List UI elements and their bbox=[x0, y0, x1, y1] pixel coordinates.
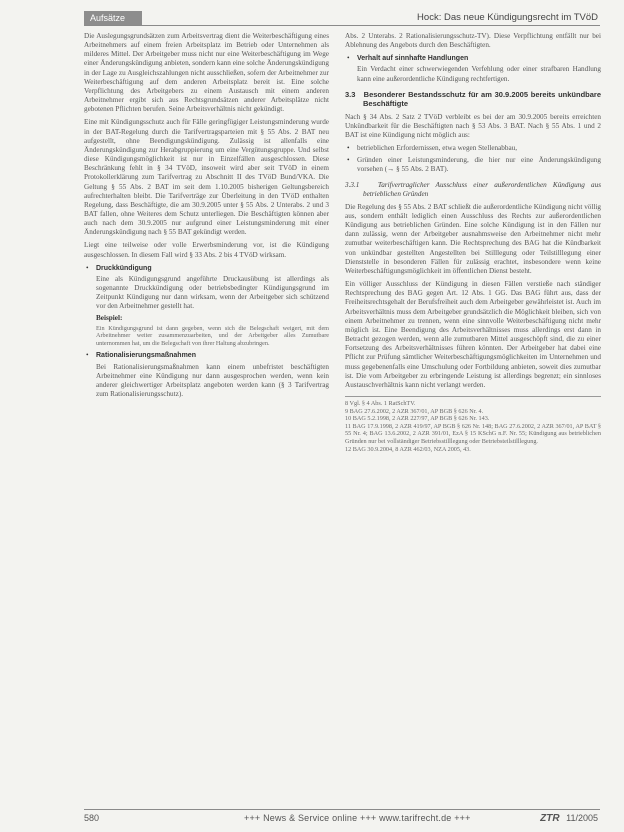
bullet-title: Druckkündigung bbox=[96, 264, 152, 272]
issue-number: 11/2005 bbox=[566, 813, 598, 823]
section-heading bbox=[345, 90, 601, 109]
paragraph: Nach § 34 Abs. 2 Satz 2 TVöD verbleibt es bei der am 30.9.2005 bereits erreichten Unkündbarkeit für die Beschäftigten nach § 53 Abs. 3 BAT. Nach § 55 Abs. 1 und 2 BAT ist eine Kündigung nicht möglich aus: bbox=[345, 112, 601, 139]
footnote: 9 BAG 27.6.2002, 2 AZR 367/01, AP BGB § 626 Nr. 4. bbox=[345, 407, 484, 415]
right-column bbox=[345, 32, 601, 453]
journal-logo: ZTR bbox=[540, 813, 560, 824]
paragraph: Ein völliger Ausschluss der Kündigung in diesen Fällen verstieße nach ständiger Rechtsprechung des BAG gegen Art. 12 Abs. 1 GG. Das BAG führt aus, dass der Freiheitsrechtsgehalt der Berufsfreiheit auch dem Arbeitgeber gewährleistet ist. Auch im Arbeitsverhältnis muss dem Arbeitgeber grundsätzlich die Möglichkeit bleiben, sich von einem Arbeitnehmer zu trennen, wenn eine sinnvolle Weiterbeschäftigung nicht mehr möglich ist. Eine Beendigung des Arbeitsverhältnisses muss allerdings erst dann in Betracht gezogen werden, wenn alle zumutbaren Mittel ausgeschöpft sind, die zu einer Fortsetzung des Arbeitsverhältnisses führen könnten. Der Arbeitgeber hat dabei eine Pflicht zur Prüfung sämtlicher Weiterbeschäftigungsmöglichkeiten im Unternehmen und muss gegebenenfalls eine Umschulung oder Fortbildung anbieten, soweit dies zumutbar ist. Die vom Arbeitgeber zu erbringende Leistung ist allerdings begrenzt; ein sinnloses Austauschverhältnis kann nicht verlangt werden. bbox=[345, 280, 601, 389]
footnote: 11 BAG 17.9.1998, 2 AZR 419/97, AP BGB § 626 Nr. 148; BAG 27.6.2002, 2 AZR 367/01, AP BAT § 55 Nr. 4; BAG 13.6.2002, 2 AZR 391/01, EzA § 15 KSchG n.F. Nr. 55; Kündigung aus betrieblichen Gründen nur bei vollständiger Betriebsstilllegung oder Betriebsteilstilllegung. bbox=[345, 422, 601, 445]
example-label: Beispiel: bbox=[96, 313, 123, 322]
bullet-item bbox=[345, 54, 601, 63]
left-column bbox=[84, 32, 329, 403]
page-number: 580 bbox=[84, 813, 100, 823]
running-title: Hock: Das neue Kündigungsrecht im TVöD bbox=[417, 12, 598, 23]
page-footer bbox=[84, 809, 600, 824]
footnotes bbox=[345, 396, 601, 453]
subsection-title: Tarifvertraglicher Ausschluss einer außerordentlichen Kündigung aus betrieblichen Gründen bbox=[363, 180, 602, 198]
paragraph: Bei Rationalisierungsmaßnahmen kann einem unbefristet beschäftigten Arbeitnehmer eine Kündigung nur dann ausgesprochen werden, wenn kein anderer gleichwertiger Arbeitsplatz angeboten werden kann (§ 3 Tarifvertrag zum Rationalisierungsschutz). bbox=[96, 362, 329, 399]
bullet-item bbox=[84, 264, 329, 273]
bullet-title: Rationalisierungsmaßnahmen bbox=[96, 352, 196, 360]
journal-issue bbox=[540, 811, 598, 826]
bullet-title: Verhalt auf sinnhafte Handlungen bbox=[357, 55, 469, 63]
paragraph: Ein Verdacht einer schwerwiegenden Verfehlung oder einer strafbaren Handlung kann eine außerordentliche Kündigung rechtfertigen. bbox=[357, 65, 601, 83]
bullet-item bbox=[345, 144, 601, 153]
page-header bbox=[84, 11, 600, 26]
section-number: 3.3 bbox=[345, 89, 356, 99]
subsection-number: 3.3.1 bbox=[345, 180, 360, 189]
bullet-text: Gründen einer Leistungsminderung, die hier nur eine Änderungskündigung vorsehen (→ § 55 Abs. 2 BAT). bbox=[357, 156, 601, 174]
footnote: 8 Vgl. § 4 Abs. 1 RatSchTV. bbox=[345, 399, 416, 407]
paragraph: Die Auslegungsgrundsätzen zum Arbeitsvertrag dient die Weiterbeschäftigung eines Arbeitnehmers auf einem freien Arbeitsplatz im Betrieb oder Unternehmen als milderes Mittel. Der Arbeitgeber muss nicht nur eine Weiterbeschäftigung im Wege einer Änderungskündigung anbieten, sondern kann eine solche Änderungskündigung in der Lage zu Ausgleichszahlungen nicht ausschließen, sofern der Arbeitnehmer zur Weiterbeschäftigung auf dem anderen Arbeitsplatz bereit ist. Eine solche Verpflichtung des Arbeitgebers zu einem Austausch mit einem anderen Arbeitnehmer ergibt sich aus Rechtsgrundsätzen anderer Arbeitsplätze nicht gebotenen Pflichten berufen. Seine Arbeitsverhältnis nicht gekündigt. bbox=[84, 32, 329, 114]
paragraph: Liegt eine teilweise oder volle Erwerbsminderung vor, ist die Kündigung ausgeschlossen. In diesem Fall wird § 33 Abs. 2 bis 4 TVöD wirksam. bbox=[84, 241, 329, 259]
example-text: Ein Kündigungsgrund ist dann gegeben, wenn sich die Belegschaft weigert, mit dem Arbeitnehmer weiter zusammenzuarbeiten, und der Arbeitgeber alles Zumutbare unternommen hat, um die Belegschaft von ihrer Haltung abzubringen. bbox=[96, 324, 329, 347]
paragraph: Eine mit Kündigungsschutz auch für Fälle geringfügiger Leistungsminderung wurde in der BAT-Regelung durch die Tarifvertragsparteien mit § 55 Abs. 2 BAT neu aufgestellt, ohne Beendigungskündigung. Zulässig ist allenfalls eine Änderungskündigung zur Herabgruppierung um eine Vergütungsgruppe. Und selbst diese Kündigungsmöglichkeit ist nur in Einzelfällen ausgeschlossen. Diese Beschränkung fehlt in § 34 TVöD, insoweit wird aber seit TVöD in einem Protokollerklärung zum Tarifvertrag zu Abschnitt II des TVöD Bund/VKA. Die Geltung § 55 Abs. 2 BAT im seit dem 1.10.2005 bisherigen Geltungsbereich aufrechterhalten bleibt. Die Tarifverträge zur Überleitung in den TVöD enthalten Regelung, dass Beschäftigte, die am 30.9.2005 unter § 55 Abs. 2 Unterabs. 2 und 3 BAT fallen, ohne Weiteres dem Schutz unterliegen. Die Beschäftigten können aber auch nach dem 30.9.2005 nur aufgrund einer Leistungsminderung mit einer Änderungskündigung nach § 55 BAT gekündigt werden. bbox=[84, 118, 329, 237]
section-title: Besonderer Bestandsschutz für am 30.9.2005 bereits unkündbare Beschäftigte bbox=[363, 89, 601, 109]
bullet-item bbox=[84, 351, 329, 360]
bullet-text: betrieblichen Erfordernissen, etwa wegen Stellenabbau, bbox=[357, 144, 518, 153]
paragraph: Abs. 2 Unterabs. 2 Rationalisierungsschutz-TV). Diese Verpflichtung entfällt nur bei Ablehnung des Angebots durch den Beschäftigten. bbox=[345, 32, 601, 50]
section-tab: Aufsätze bbox=[84, 11, 142, 25]
footnote: 10 BAG 5.2.1998, 2 AZR 227/97, AP BGB § 626 Nr. 143. bbox=[345, 415, 490, 423]
paragraph: Die Regelung des § 55 Abs. 2 BAT schließt die außerordentliche Kündigung nicht völlig aus, sondern enthält lediglich einen Ausschluss des Rechts zur außerordentlichen Kündigung aus betrieblichen Gründen. Eine solche Kündigung ist in den Fällen nur dann zulässig, wenn der Arbeitgeber ausnahmsweise den Arbeitnehmer nicht mehr zumutbar weiterbeschäftigen kann. Die Rechtsprechung des BAG hat die Kündbarkeit von unkündbar gestellten Angestellten bei Stilllegung oder Teilstilllegung einer Dienststelle in besonderen Fällen für zulässig erachtet, insbesondere wenn keine Weiterbeschäftigungsmöglichkeit im öffentlichen Dienst besteht. bbox=[345, 202, 601, 275]
bullet-item bbox=[345, 156, 601, 174]
footer-banner: +++ News & Service online +++ www.tarifrecht.de +++ bbox=[244, 813, 471, 823]
paragraph: Eine als Kündigungsgrund angeführte Druckausübung ist allerdings als sogenannte Druckkündigung oder betriebsbedingter Kündigungsgrund im Zeitpunkt Kündigung nur dann wirksam, wenn der Arbeitgeber sich schützend vor den Arbeitnehmer gestellt hat. bbox=[96, 274, 329, 311]
subsection-heading bbox=[345, 181, 601, 199]
footnote: 12 BAG 30.9.2004, 8 AZR 462/03, NZA 2005, 43. bbox=[345, 445, 471, 453]
